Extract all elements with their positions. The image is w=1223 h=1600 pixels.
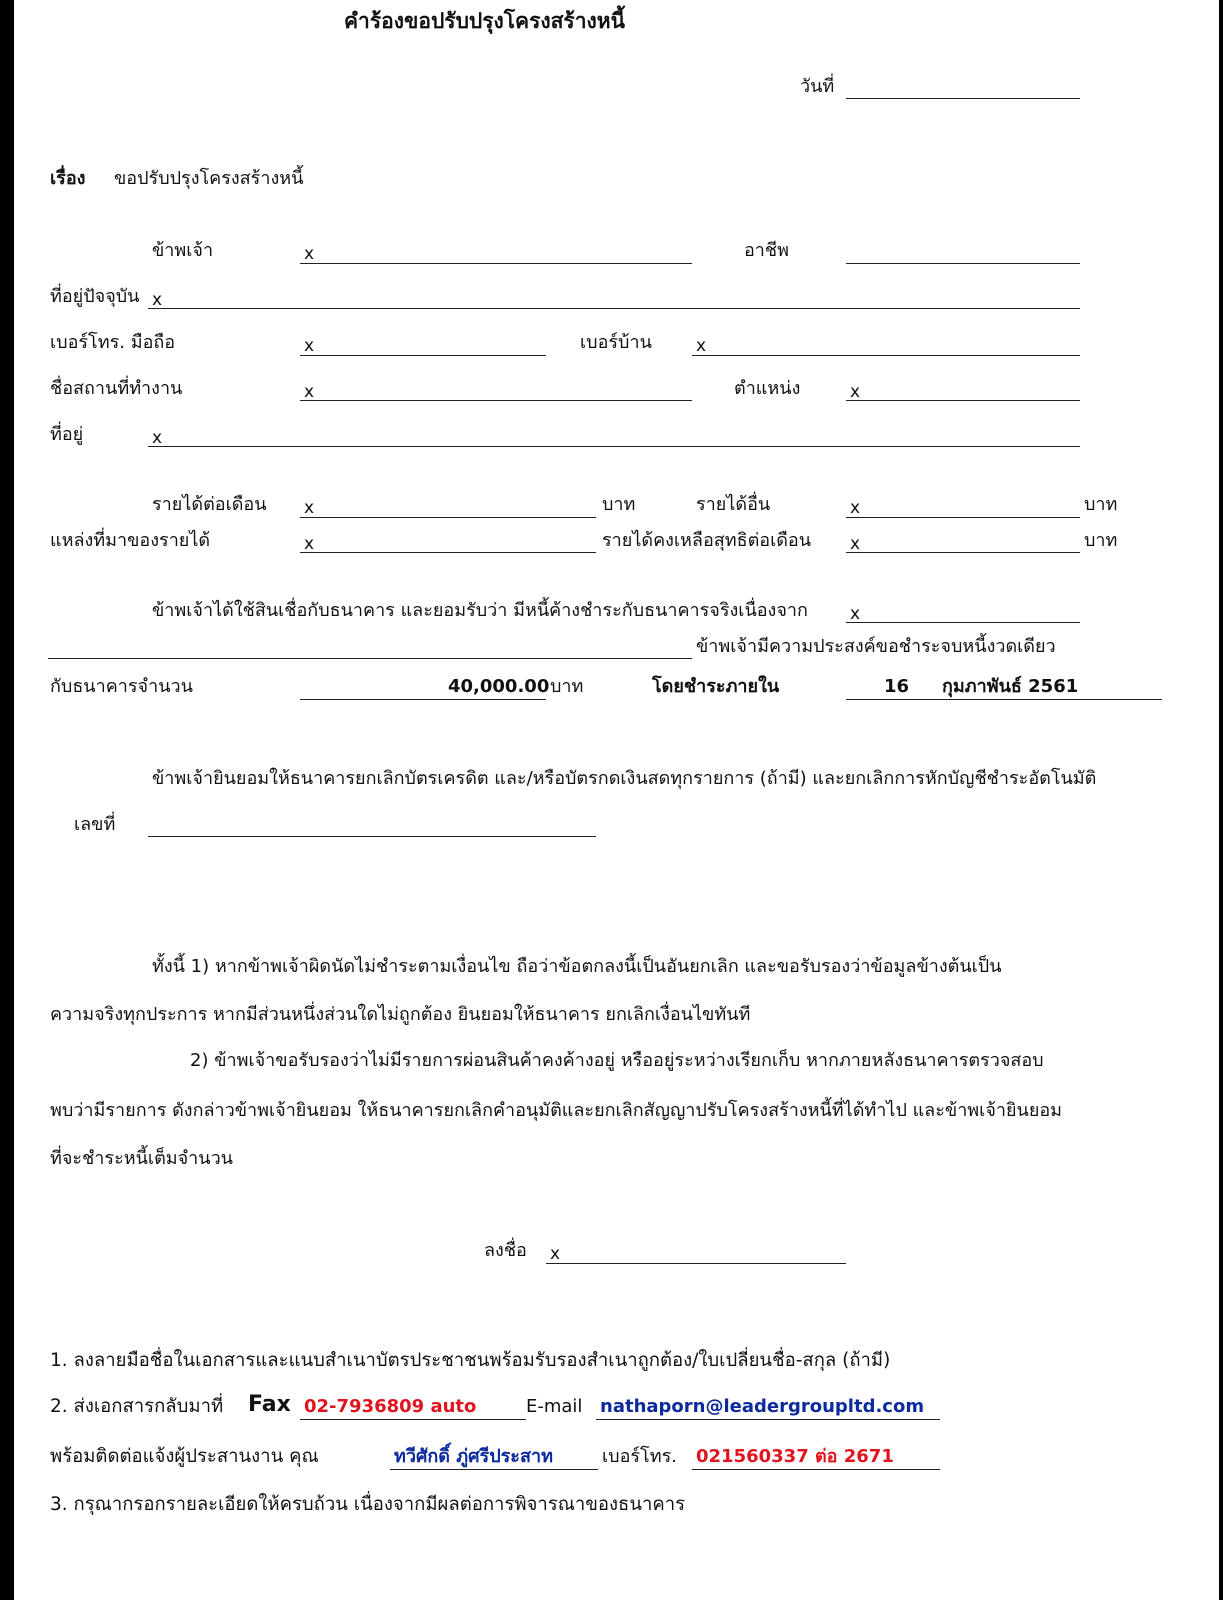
monthly-income-field-line[interactable] bbox=[300, 517, 596, 518]
address-field-line[interactable] bbox=[148, 308, 1080, 309]
signature-label: ลงชื่อ bbox=[484, 1240, 527, 1261]
subject-label: เรื่อง bbox=[50, 168, 86, 189]
deadline-field-line[interactable] bbox=[846, 699, 1162, 700]
contact-phone: 021560337 ต่อ 2671 bbox=[696, 1446, 894, 1467]
terms-line-3: 2) ข้าพเจ้าขอรับรองว่าไม่มีรายการผ่อนสินค้าคงค้างอยู่ หรืออยู่ระหว่างเรียกเก็บ หากภายหลังธนาคารตรวจสอบ bbox=[190, 1050, 1044, 1071]
date-field-line[interactable] bbox=[846, 98, 1080, 99]
email-underline bbox=[596, 1419, 940, 1420]
terms-line-5: ที่จะชำระหนี้เต็มจำนวน bbox=[50, 1148, 233, 1169]
mobile-field-line[interactable] bbox=[300, 355, 546, 356]
fax-underline bbox=[300, 1419, 526, 1420]
amount-label: กับธนาคารจำนวน bbox=[50, 676, 193, 697]
position-field-line[interactable] bbox=[846, 400, 1080, 401]
terms-line-2: ความจริงทุกประการ หากมีส่วนหนึ่งส่วนใดไม่ถูกต้อง ยินยอมให้ธนาคาร ยกเลิกเงื่อนไขทันที bbox=[50, 1004, 751, 1025]
fax-number: 02-7936809 auto bbox=[304, 1396, 477, 1417]
home-phone-field-line[interactable] bbox=[692, 355, 1080, 356]
contact-name-underline bbox=[390, 1469, 598, 1470]
amount-value: 40,000.00 bbox=[448, 676, 550, 697]
net-income-label: รายได้คงเหลือสุทธิต่อเดือน bbox=[602, 530, 812, 551]
name-label: ข้าพเจ้า bbox=[152, 240, 214, 261]
address-label: ที่อยู่ปัจจุบัน bbox=[50, 286, 140, 307]
name-value: x bbox=[304, 244, 315, 264]
debt-reason-value: x bbox=[850, 604, 861, 624]
signature-value: x bbox=[550, 1244, 561, 1264]
workplace-value: x bbox=[304, 382, 315, 402]
monthly-income-label: รายได้ต่อเดือน bbox=[152, 494, 267, 515]
home-phone-label: เบอร์บ้าน bbox=[580, 332, 652, 353]
work-address-field-line[interactable] bbox=[148, 446, 1080, 447]
workplace-label: ชื่อสถานที่ทำงาน bbox=[50, 378, 183, 399]
occupation-field-line[interactable] bbox=[846, 263, 1080, 264]
terms-line-4: พบว่ามีรายการ ดังกล่าวข้าพเจ้ายินยอม ให้ธนาคารยกเลิกคำอนุมัติและยกเลิกสัญญาปรับโครงสร้างหนี้ที่ได้ทำไป และข้าพเจ้ายินยอม bbox=[50, 1100, 1063, 1121]
net-income-field-line[interactable] bbox=[846, 552, 1080, 553]
income-source-label: แหล่งที่มาของรายได้ bbox=[50, 530, 211, 551]
contact-prefix: พร้อมติดต่อแจ้งผู้ประสานงาน คุณ bbox=[50, 1446, 319, 1467]
other-income-field-line[interactable] bbox=[846, 517, 1080, 518]
instruction-1: 1. ลงลายมือชื่อในเอกสารและแนบสำเนาบัตรประชาชนพร้อมรับรองสำเนาถูกต้อง/ใบเปลี่ยนชื่อ-สกุล (ถ้ามี) bbox=[50, 1350, 891, 1371]
income-source-field-line[interactable] bbox=[300, 552, 596, 553]
fax-label: Fax bbox=[248, 1392, 291, 1417]
other-income-unit: บาท bbox=[1084, 494, 1118, 515]
email-label: E-mail bbox=[526, 1396, 583, 1417]
debt-statement: ข้าพเจ้าได้ใช้สินเชื่อกับธนาคาร และยอมรับว่า มีหนี้ค้างชำระกับธนาคารจริงเนื่องจาก bbox=[152, 600, 808, 621]
instruction-3: 3. กรุณากรอกรายละเอียดให้ครบถ้วน เนื่องจากมีผลต่อการพิจารณาของธนาคาร bbox=[50, 1494, 686, 1515]
phone-label: เบอร์โทร. bbox=[602, 1446, 677, 1467]
debt-reason-field-line[interactable] bbox=[846, 622, 1080, 623]
instruction-2-prefix: 2. ส่งเอกสารกลับมาที่ bbox=[50, 1396, 224, 1417]
monthly-income-value: x bbox=[304, 498, 315, 518]
debt-reason-continued-line[interactable] bbox=[48, 658, 692, 659]
work-address-value: x bbox=[152, 428, 163, 448]
amount-unit: บาท bbox=[550, 676, 584, 697]
signature-field-line[interactable] bbox=[546, 1263, 846, 1264]
account-number-field-line[interactable] bbox=[148, 836, 596, 837]
name-field-line[interactable] bbox=[300, 263, 692, 264]
occupation-label: อาชีพ bbox=[744, 240, 789, 261]
other-income-value: x bbox=[850, 498, 861, 518]
deadline-month-year: กุมภาพันธ์ 2561 bbox=[942, 676, 1079, 697]
work-address-label: ที่อยู่ bbox=[50, 424, 84, 445]
other-income-label: รายได้อื่น bbox=[696, 494, 771, 515]
net-income-value: x bbox=[850, 534, 861, 554]
position-value: x bbox=[850, 382, 861, 402]
workplace-field-line[interactable] bbox=[300, 400, 692, 401]
subject-text: ขอปรับปรุงโครงสร้างหนี้ bbox=[114, 168, 304, 189]
account-number-label: เลขที่ bbox=[74, 814, 116, 835]
deadline-label: โดยชำระภายใน bbox=[652, 676, 780, 697]
monthly-income-unit: บาท bbox=[602, 494, 636, 515]
mobile-value: x bbox=[304, 336, 315, 356]
address-value: x bbox=[152, 290, 163, 310]
mobile-label: เบอร์โทร. มือถือ bbox=[50, 332, 176, 353]
amount-field-line[interactable] bbox=[300, 699, 546, 700]
income-source-value: x bbox=[304, 534, 315, 554]
home-phone-value: x bbox=[696, 336, 707, 356]
form-page bbox=[14, 0, 1219, 1600]
net-income-unit: บาท bbox=[1084, 530, 1118, 551]
date-label: วันที่ bbox=[800, 76, 835, 97]
form-title: คำร้องขอปรับปรุงโครงสร้างหนี้ bbox=[344, 9, 625, 33]
terms-line-1: ทั้งนี้ 1) หากข้าพเจ้าผิดนัดไม่ชำระตามเงื่อนไข ถือว่าข้อตกลงนี้เป็นอันยกเลิก และขอรับรองว่าข้อมูลข้างต้นเป็น bbox=[152, 956, 1002, 977]
contact-phone-underline bbox=[692, 1469, 940, 1470]
consent-text: ข้าพเจ้ายินยอมให้ธนาคารยกเลิกบัตรเครดิต และ/หรือบัตรกดเงินสดทุกรายการ (ถ้ามี) และยกเลิกการหักบัญชีชำระอัตโนมัติ bbox=[152, 768, 1097, 789]
contact-name: ทวีศักดิ์ ภู่ศรีประสาท bbox=[394, 1446, 553, 1467]
email-address[interactable]: nathaporn@leadergroupltd.com bbox=[600, 1396, 925, 1417]
deadline-day: 16 bbox=[884, 676, 910, 697]
debt-intent: ข้าพเจ้ามีความประสงค์ขอชำระจบหนี้งวดเดียว bbox=[696, 636, 1056, 657]
position-label: ตำแหน่ง bbox=[734, 378, 801, 399]
